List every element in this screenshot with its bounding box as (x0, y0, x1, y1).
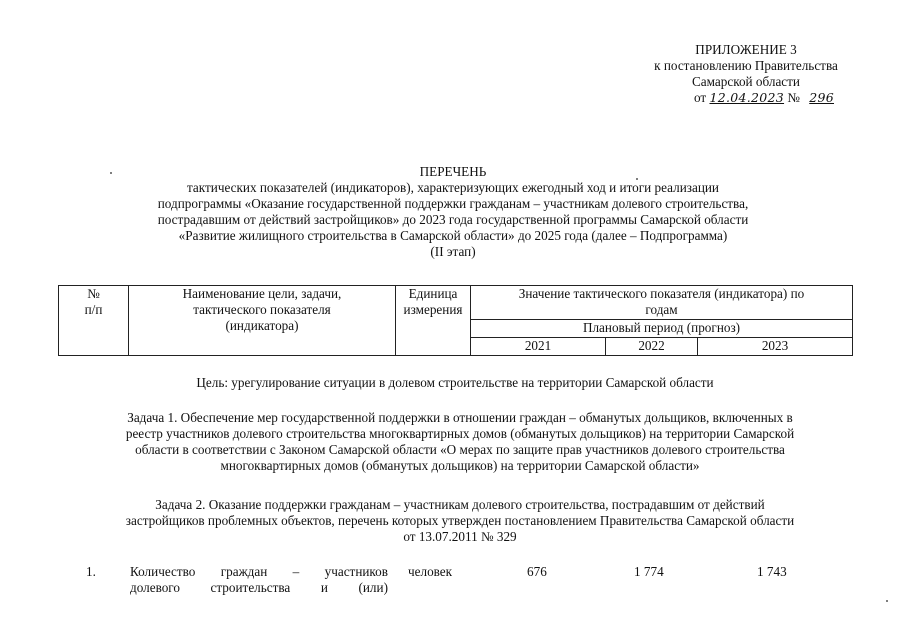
row-1-word: строительства (210, 580, 291, 595)
task-2 (40, 497, 880, 545)
header-year-2021: 2021 (471, 338, 606, 356)
document-heading: ПЕРЕЧЕНЬ (419, 164, 487, 179)
title-line-2: подпрограммы «Оказание государственной поддержки гражданам – участникам долевого строительства, (157, 196, 749, 211)
title-line-1: тактических показателей (индикаторов), характеризующих ежегодный ход и итоги реализации (186, 180, 719, 195)
appendix-line-region: Самарской области (692, 74, 800, 89)
title-line-5: (II этап) (430, 244, 476, 259)
appendix-date-line (600, 90, 892, 106)
header-number-cell (59, 286, 129, 356)
header-unit-line2: измерения (403, 302, 463, 317)
header-year-2023: 2023 (698, 338, 853, 356)
row-1-name-line-2 (130, 580, 388, 596)
task-2-line-3: от 13.07.2011 № 329 (403, 529, 517, 544)
handwritten-date: 12.04.2023 (709, 90, 785, 105)
row-1-number: 1. (86, 564, 96, 579)
number-sign: № (787, 90, 800, 105)
row-1-word: участников (324, 564, 388, 579)
header-value-cell (471, 286, 853, 320)
title-line-3: пострадавшим от действий застройщиков» до 2023 года государственной программы Самарской области (157, 212, 749, 227)
row-1-word: Количество (130, 564, 196, 579)
header-year-2022: 2022 (606, 338, 698, 356)
task-2-line-2: застройщиков проблемных объектов, перечень которых утвержден постановлением Правительства Самарской области (125, 513, 795, 528)
row-1-unit: человек (408, 564, 453, 579)
task-1-line-1: Задача 1. Обеспечение мер государственной поддержки в отношении граждан – обманутых дольщиков, включенных в (127, 410, 793, 425)
header-unit-line1: Единица (408, 286, 458, 301)
header-number-line2: п/п (84, 302, 103, 317)
header-unit-cell (396, 286, 471, 356)
goal-text: Цель: урегулирование ситуации в долевом строительстве на территории Самарской области (196, 375, 714, 390)
header-value-line2: годам (645, 302, 678, 317)
row-1-word: (или) (358, 580, 388, 595)
row-1-name-line-1 (130, 564, 388, 580)
appendix-title: ПРИЛОЖЕНИЕ 3 (695, 42, 797, 57)
row-1-word: – (292, 564, 300, 579)
header-plan-period: Плановый период (прогноз) (471, 320, 853, 338)
scan-speck (886, 600, 888, 602)
row-1-value-2023: 1 743 (757, 564, 787, 579)
task-1 (40, 410, 880, 474)
appendix-line-resolution: к постановлению Правительства (654, 58, 838, 73)
row-1-word: долевого (130, 580, 180, 595)
title-line-4: «Развитие жилищного строительства в Самарской области» до 2025 года (далее – Подпрограмма) (178, 228, 728, 243)
row-1-word: граждан (220, 564, 268, 579)
task-1-line-4: многоквартирных домов (обманутых дольщиков) на территории Самарской области» (220, 458, 700, 473)
row-1-word: и (320, 580, 328, 595)
scan-speck (636, 178, 638, 180)
document-title-block (70, 164, 836, 260)
appendix-header (600, 42, 892, 106)
task-1-line-2: реестр участников долевого строительства многоквартирных домов (обманутых дольщиков) на территории Самарской (125, 426, 795, 441)
task-2-line-1: Задача 2. Оказание поддержки гражданам – участникам долевого строительства, пострадавшим от действий (155, 497, 765, 512)
header-name-cell (129, 286, 396, 356)
date-prefix: от (693, 90, 707, 105)
task-1-line-3: области в соответствии с Законом Самарской области «О мерах по защите прав участников долевого строительства (135, 442, 785, 457)
header-name-line2: тактического показателя (193, 302, 331, 317)
header-name-line3: (индикатора) (225, 318, 299, 333)
indicators-table-header (58, 285, 853, 356)
header-name-line1: Наименование цели, задачи, (182, 286, 342, 301)
row-1-value-2022: 1 774 (634, 564, 664, 579)
header-number-line1: № (87, 286, 100, 301)
row-1-value-2021: 676 (527, 564, 547, 579)
scan-speck (110, 172, 112, 174)
handwritten-number: 296 (809, 90, 834, 105)
header-value-line1: Значение тактического показателя (индикатора) по (518, 286, 805, 301)
